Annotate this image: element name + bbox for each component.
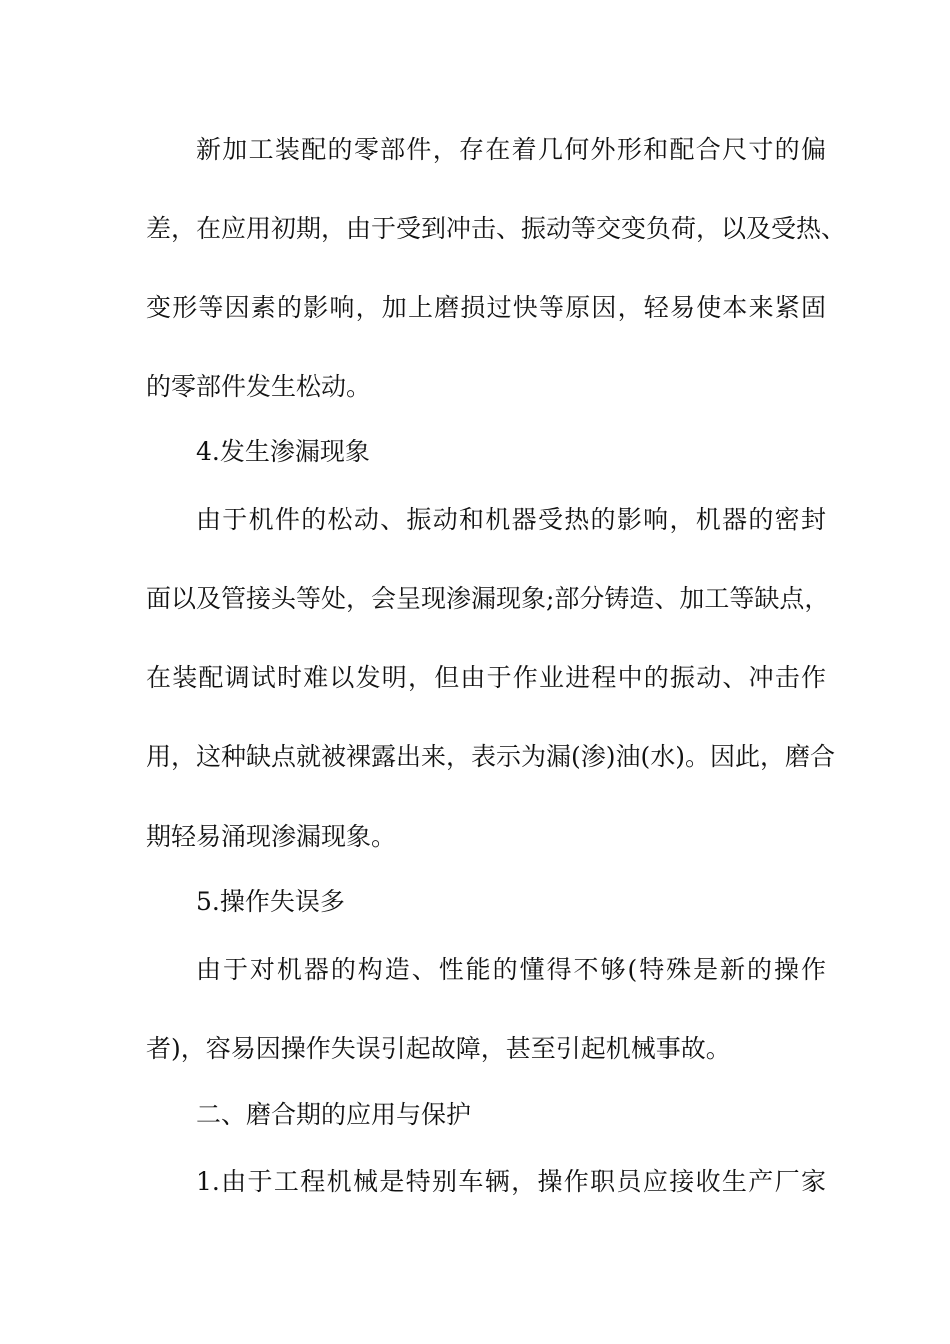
paragraph-line: 用，这种缺点就被裸露出来，表示为漏(渗)油(水)。因此，磨合 xyxy=(146,742,836,771)
section-heading: 二、磨合期的应用与保护 xyxy=(196,1100,472,1129)
section-heading: 4.发生渗漏现象 xyxy=(196,437,370,466)
paragraph-line: 面以及管接头等处，会呈现渗漏现象;部分铸造、加工等缺点， xyxy=(146,584,830,613)
paragraph-line: 差，在应用初期，由于受到冲击、振动等交变负荷，以及受热、 xyxy=(146,214,847,243)
section-heading: 5.操作失误多 xyxy=(196,887,345,916)
paragraph-line: 期轻易涌现渗漏现象。 xyxy=(146,822,397,851)
paragraph-line: 在装配调试时难以发明，但由于作业进程中的振动、冲击作 xyxy=(146,663,826,692)
paragraph-line: 的零部件发生松动。 xyxy=(146,372,372,401)
paragraph-line: 变形等因素的影响，加上磨损过快等原因，轻易使本来紧固 xyxy=(146,293,826,322)
paragraph-line: 由于对机器的构造、性能的懂得不够(特殊是新的操作 xyxy=(196,955,826,984)
paragraph-line: 由于机件的松动、振动和机器受热的影响，机器的密封 xyxy=(196,505,826,534)
paragraph-line: 新加工装配的零部件，存在着几何外形和配合尺寸的偏 xyxy=(196,135,826,164)
paragraph-line: 1.由于工程机械是特别车辆，操作职员应接收生产厂家 xyxy=(196,1167,826,1196)
paragraph-line: 者)，容易因操作失误引起故障，甚至引起机械事故。 xyxy=(146,1034,731,1063)
